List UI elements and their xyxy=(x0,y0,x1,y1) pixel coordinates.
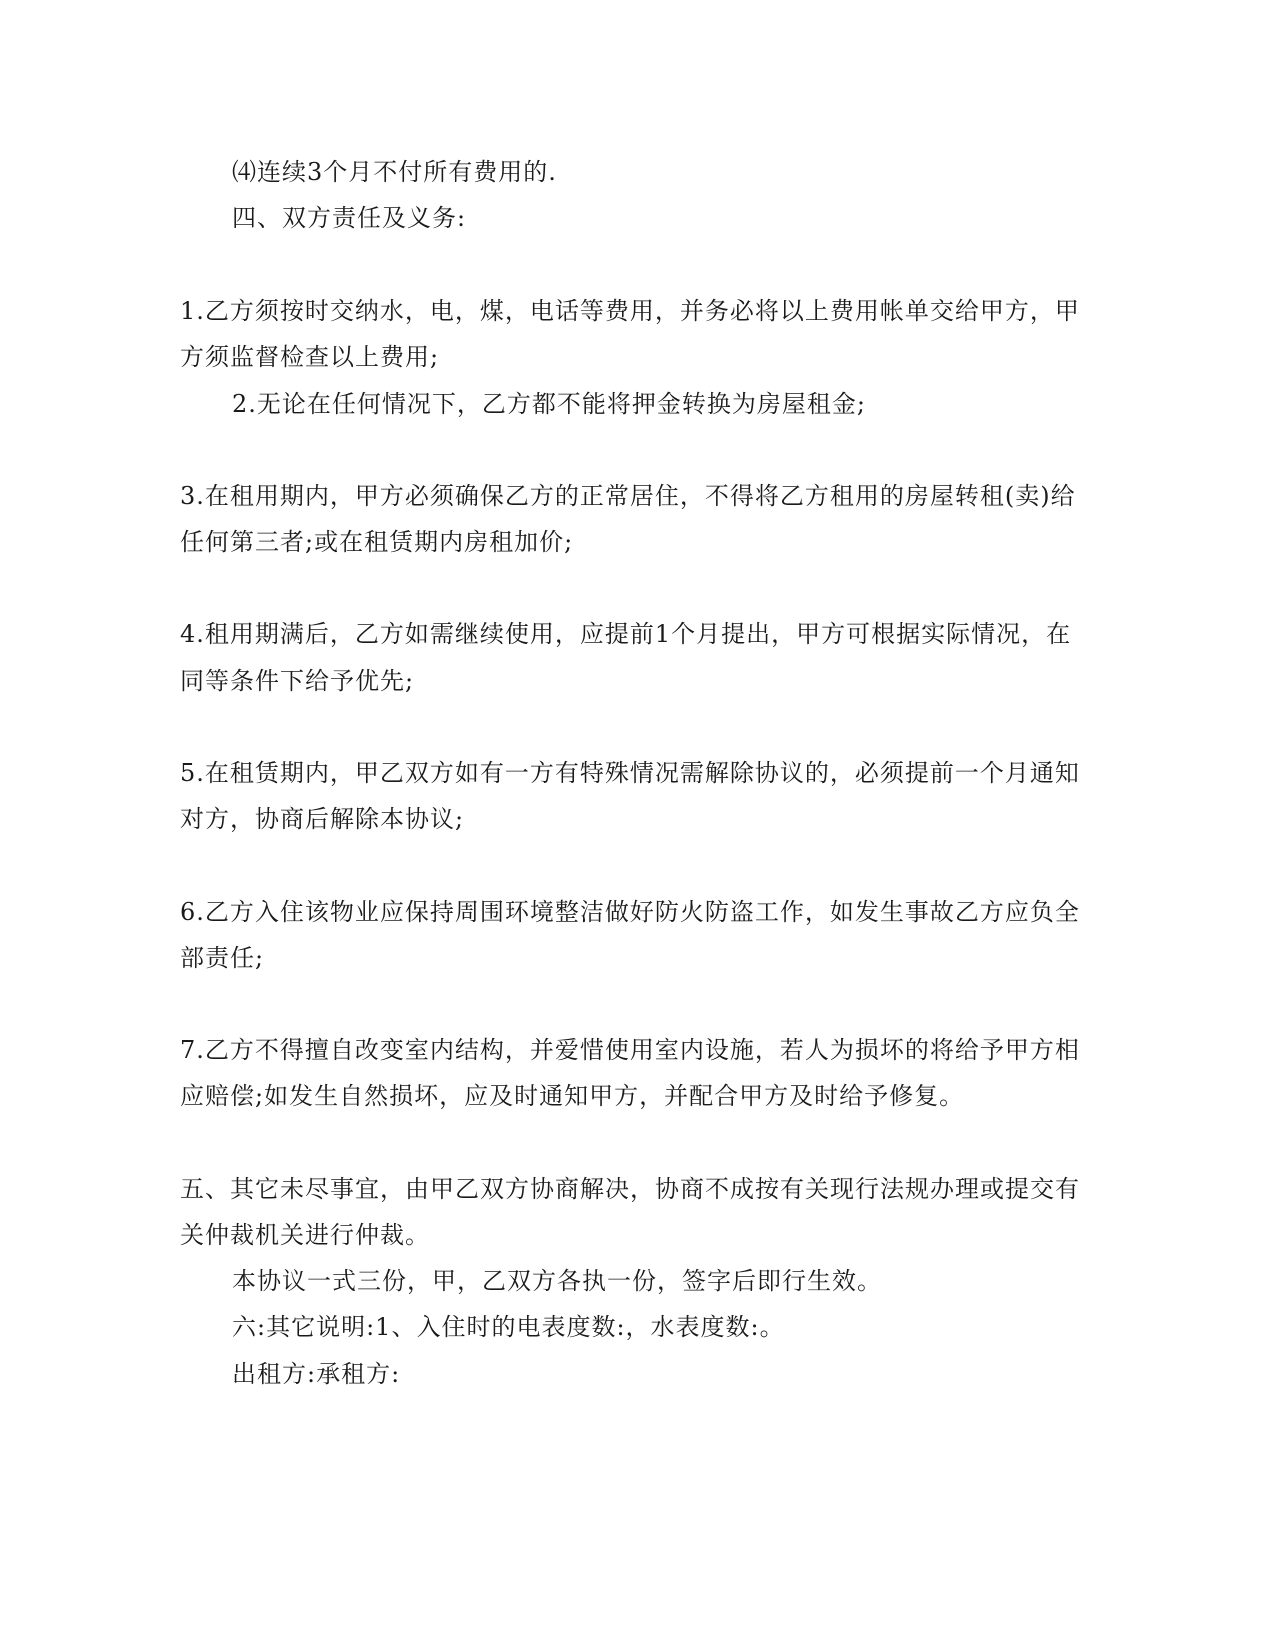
copies-statement: 本协议一式三份，甲，乙双方各执一份，签字后即行生效。 xyxy=(232,1267,882,1295)
section-4-item-2: 2.无论在任何情况下，乙方都不能将押金转换为房屋租金; xyxy=(232,390,866,418)
section-4-item-7-line-2: 应赔偿;如发生自然损坏，应及时通知甲方，并配合甲方及时给予修复。 xyxy=(180,1082,965,1110)
section-4-item-6-line-1: 6.乙方入住该物业应保持周围环境整洁做好防火防盗工作，如发生事故乙方应负全 xyxy=(180,898,1080,926)
section-4-item-3-line-1: 3.在租用期内，甲方必须确保乙方的正常居住，不得将乙方租用的房屋转租(卖)给 xyxy=(180,482,1076,510)
signature-parties: 出租方:承租方: xyxy=(232,1360,401,1388)
section-4-item-4-line-2: 同等条件下给予优先; xyxy=(180,667,415,695)
section-4-item-7-line-1: 7.乙方不得擅自改变室内结构，并爱惜使用室内设施，若人为损坏的将给予甲方相 xyxy=(180,1036,1080,1064)
section-4-item-4-line-1: 4.租用期满后，乙方如需继续使用，应提前1个月提出，甲方可根据实际情况，在 xyxy=(180,620,1072,648)
section-4-item-1-line-1: 1.乙方须按时交纳水，电，煤，电话等费用，并务必将以上费用帐单交给甲方，甲 xyxy=(180,297,1080,325)
clause-3-item-4: ⑷连续3个月不付所有费用的. xyxy=(232,158,557,186)
section-6-notes: 六:其它说明:1、入住时的电表度数:，水表度数:。 xyxy=(232,1313,785,1341)
section-5-line-1: 五、其它未尽事宜，由甲乙双方协商解决，协商不成按有关现行法规办理或提交有 xyxy=(180,1175,1080,1203)
section-4-item-5-line-1: 5.在租赁期内，甲乙双方如有一方有特殊情况需解除协议的，必须提前一个月通知 xyxy=(180,759,1080,787)
section-5-line-2: 关仲裁机关进行仲裁。 xyxy=(180,1221,430,1249)
section-4-item-3-line-2: 任何第三者;或在租赁期内房租加价; xyxy=(180,528,574,556)
section-4-item-6-line-2: 部责任; xyxy=(180,944,265,972)
section-4-item-5-line-2: 对方，协商后解除本协议; xyxy=(180,805,465,833)
section-4-item-1-line-2: 方须监督检查以上费用; xyxy=(180,343,440,371)
section-4-heading: 四、双方责任及义务: xyxy=(232,204,467,232)
